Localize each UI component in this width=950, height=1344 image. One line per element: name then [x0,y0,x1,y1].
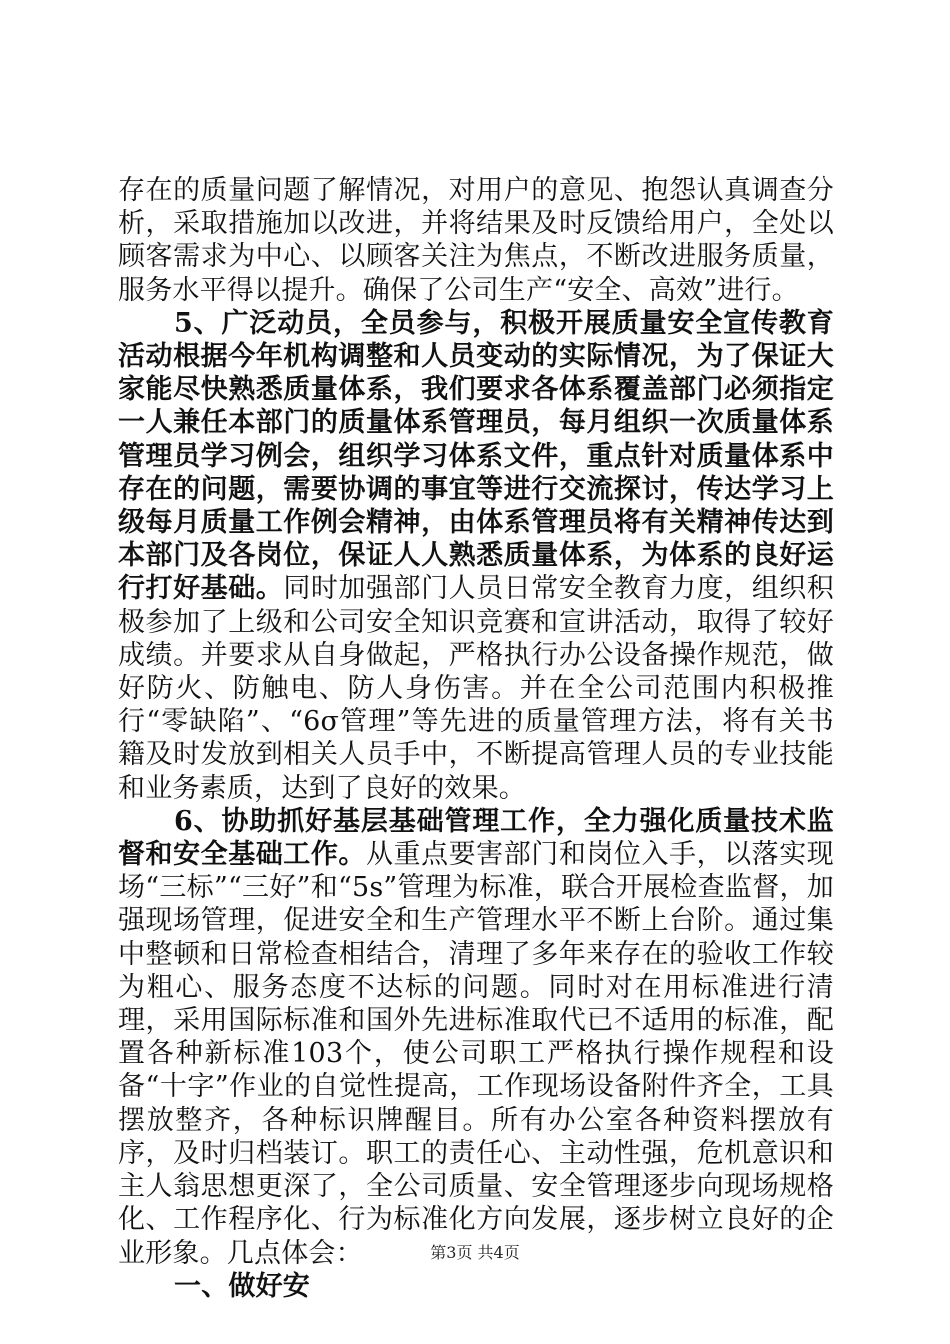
document-body [118,174,834,1303]
paragraph-1 [118,174,834,307]
page-footer [0,1240,950,1263]
paragraph-3 [118,805,834,1270]
section-heading: 一、做好安 [174,1270,310,1302]
paragraph-1-text: 存在的质量问题了解情况，对用户的意见、抱怨认真调查分析，采取措施加以改进，并将结果及时反馈给用户，全处以顾客需求为中心、以顾客关注为焦点，不断改进服务质量，服务水平得以提升。确保了公司生产“安全、高效”进行。 [118,175,834,306]
paragraph-2-heading: 5、广泛动员，全员参与，积极开展质量安全宣传教育活动根据今年机构调整和人员变动的实际情况，为了保证大家能尽快熟悉质量体系，我们要求各体系覆盖部门必须指定一人兼任本部门的质量体系管理员，每月组织一次质量体系管理员学习例会，组织学习体系文件，重点针对质量体系中存在的问题，需要协调的事宜等进行交流探讨，传达学习上级每月质量工作例会精神，由体系管理员将有关精神传达到本部门及各岗位，保证人人熟悉质量体系，为体系的良好运行打好基础。 [118,307,834,605]
paragraph-3-text: 从重点要害部门和岗位入手，以落实现场“三标”“三好”和“5s”管理为标准，联合开展检查监督，加强现场管理，促进安全和生产管理水平不断上台阶。通过集中整顿和日常检查相结合，清理了多年来存在的验收工作较为粗心、服务态度不达标的问题。同时对在用标准进行清理，采用国际标准和国外先进标准取代已不适用的标准，配置各种新标准103个，使公司职工严格执行操作规程和设备“十字”作业的自觉性提高，工作现场设备附件齐全，工具摆放整齐，各种标识牌醒目。所有办公室各种资料摆放有序，及时归档装订。职工的责任心、主动性强，危机意识和主人翁思想更深了，全公司质量、安全管理逐步向现场规格化、工作程序化、行为标准化方向发展，逐步树立良好的企业形象。几点体会： [118,839,834,1269]
paragraph-2-text: 同时加强部门人员日常安全教育力度，组织积极参加了上级和公司安全知识竞赛和宣讲活动，取得了较好成绩。并要求从自身做起，严格执行办公设备操作规范，做好防火、防触电、防人身伤害。并在全公司范围内积极推行“零缺陷”、“6σ管理”等先进的质量管理方法，将有关书籍及时发放到相关人员手中，不断提高管理人员的专业技能和业务素质，达到了良好的效果。 [118,573,834,804]
page-number: 第3页 共4页 [430,1243,520,1262]
paragraph-3-heading: 6、协助抓好基层基础管理工作，全力强化质量技术监督和安全基础工作。 [118,805,834,871]
paragraph-2 [118,307,834,805]
paragraph-4 [118,1270,834,1303]
